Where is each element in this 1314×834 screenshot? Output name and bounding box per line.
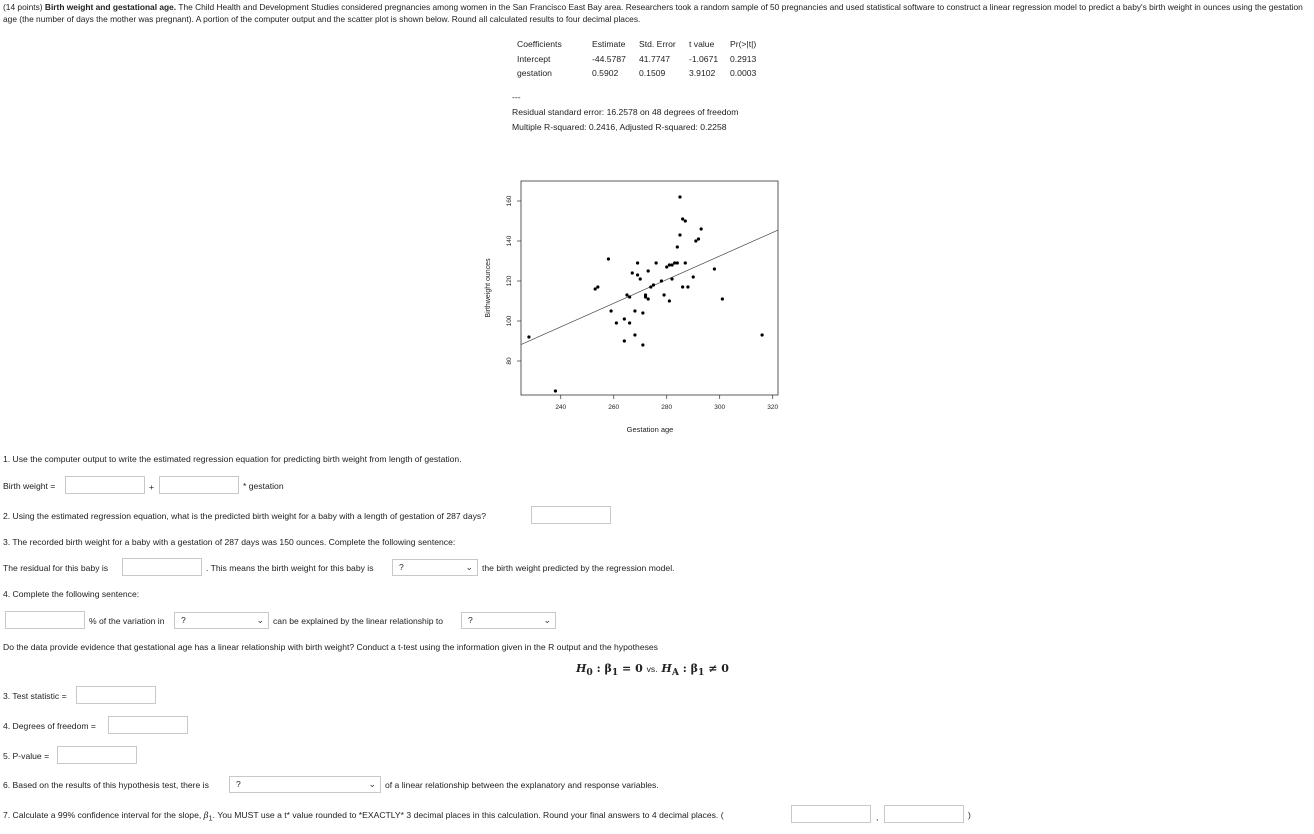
data-point (623, 317, 626, 320)
q6-prefix: 6. Based on the results of this hypothesis test, there is (3, 780, 209, 790)
ha-symbol: H (661, 662, 672, 675)
h0-beta: : β (596, 662, 612, 675)
output-separator: --- (512, 92, 521, 102)
data-point (623, 339, 626, 342)
plot-frame (521, 181, 778, 395)
explanatory-variable-select[interactable] (461, 612, 556, 629)
data-point (631, 271, 634, 274)
cell: 0.5902 (592, 68, 619, 79)
points-label: (14 points) (3, 2, 43, 12)
predicted-weight-input[interactable] (531, 506, 611, 524)
comparison-select[interactable] (392, 559, 478, 576)
data-point (636, 261, 639, 264)
y-tick-label: 120 (506, 275, 513, 287)
response-variable-select[interactable] (174, 612, 269, 629)
r-squared: Multiple R-squared: 0.2416, Adjusted R-squared: 0.2258 (512, 122, 727, 132)
data-point (625, 293, 628, 296)
data-point (641, 343, 644, 346)
data-point (700, 227, 703, 230)
p-value-label: 5. P-value = (3, 751, 50, 761)
ha-inequality: ≠ 0 (708, 662, 729, 675)
data-point (694, 239, 697, 242)
degrees-of-freedom-label: 4. Degrees of freedom = (3, 721, 96, 731)
data-points (527, 195, 763, 392)
regression-row-gestation (517, 66, 761, 81)
header-coefficients: Coefficients (517, 39, 562, 50)
q2-prompt: 2. Using the estimated regression equation, what is the predicted birth weight for a baby with a length of gestation of 287 days? (3, 511, 486, 521)
response-variable-select-value: ? (181, 615, 186, 625)
q3-prompt: 3. The recorded birth weight for a baby with a gestation of 287 days was 150 ounces. Complete the following sentence: (3, 537, 456, 547)
ci-lower-input[interactable] (791, 805, 871, 823)
data-point (684, 261, 687, 264)
data-point (649, 285, 652, 288)
x-tick-label: 320 (767, 404, 779, 411)
q7-rest: . You MUST use a t* value rounded to *EXACTLY* 3 decimal places in this calculation. Round your final answers to 4 decimal places. ( (212, 810, 724, 820)
data-point (639, 277, 642, 280)
y-axis (506, 195, 521, 364)
chevron-down-icon: ⌄ (256, 615, 264, 625)
data-point (628, 295, 631, 298)
data-point (665, 265, 668, 268)
data-point (713, 267, 716, 270)
data-point (527, 335, 530, 338)
problem-intro (3, 2, 1303, 25)
test-statistic-label: 3. Test statistic = (3, 691, 67, 701)
cell: 0.2913 (730, 53, 757, 64)
data-point (678, 195, 681, 198)
q1-suffix: * gestation (243, 481, 284, 491)
x-tick-label: 240 (555, 404, 567, 411)
residual-input[interactable] (122, 558, 202, 576)
header-estimate: Estimate (592, 39, 626, 50)
regression-row-intercept (517, 52, 761, 67)
cell: -1.0671 (689, 53, 719, 64)
cell: gestation (517, 68, 552, 79)
y-tick-label: 160 (506, 195, 513, 207)
scatter-plot (480, 176, 800, 438)
ci-comma: , (876, 812, 879, 822)
y-tick-label: 140 (506, 235, 513, 247)
q7-prompt (3, 810, 724, 823)
data-point (761, 333, 764, 336)
data-point (633, 309, 636, 312)
h0-symbol: H (576, 662, 587, 675)
data-point (662, 293, 665, 296)
q3-after-text: the birth weight predicted by the regression model. (482, 563, 675, 573)
chevron-down-icon: ⌄ (368, 779, 376, 789)
cell: 41.7747 (639, 53, 671, 64)
data-point (670, 263, 673, 266)
explanatory-variable-select-value: ? (468, 615, 473, 625)
hypotheses-vs: vs. (646, 664, 658, 674)
data-point (681, 217, 684, 220)
percent-input[interactable] (5, 611, 85, 629)
data-point (596, 285, 599, 288)
data-point (636, 273, 639, 276)
q3-means-text: . This means the birth weight for this baby is (206, 563, 374, 573)
evidence-select[interactable] (229, 776, 381, 793)
h0-equality: = 0 (622, 662, 643, 675)
degrees-of-freedom-input[interactable] (108, 716, 188, 734)
header-t-value: t value (689, 39, 715, 50)
ci-close-paren: ) (968, 810, 971, 820)
data-point (607, 257, 610, 260)
data-point (641, 311, 644, 314)
x-axis (555, 395, 778, 411)
q7-prefix: 7. Calculate a 99% confidence interval for the slope, (3, 810, 202, 820)
q4-pct-text: % of the variation in (89, 616, 165, 626)
x-tick-label: 300 (714, 404, 726, 411)
data-point (692, 275, 695, 278)
cell: Intercept (517, 53, 551, 64)
ci-upper-input[interactable] (884, 805, 964, 823)
problem-title: Birth weight and gestational age. (44, 2, 177, 12)
data-point (668, 299, 671, 302)
x-tick-label: 280 (661, 404, 673, 411)
q1-plus: + (149, 482, 155, 492)
residual-label: The residual for this baby is (3, 563, 109, 573)
ha-beta: : β (682, 662, 698, 675)
data-point (686, 285, 689, 288)
hypothesis-prompt: Do the data provide evidence that gestational age has a linear relationship with birth weight? Conduct a t-test using the information given in the R output and the hypotheses (3, 642, 658, 652)
data-point (628, 321, 631, 324)
ha-beta-sub: 1 (697, 667, 705, 679)
data-point (655, 261, 658, 264)
q7-beta-sub: 1 (208, 814, 213, 823)
x-axis-label: Gestation age (626, 425, 674, 434)
data-point (594, 287, 597, 290)
cell: 3.9102 (689, 68, 716, 79)
data-point (676, 245, 679, 248)
data-point (684, 219, 687, 222)
residual-standard-error: Residual standard error: 16.2578 on 48 degrees of freedom (512, 107, 739, 117)
y-tick-label: 100 (506, 315, 513, 327)
cell: 0.0003 (730, 68, 757, 79)
hypotheses-statement (576, 662, 729, 678)
data-point (681, 285, 684, 288)
q7-beta: β (203, 811, 209, 821)
q1-lhs: Birth weight = (3, 481, 56, 491)
data-point (647, 269, 650, 272)
data-point (721, 297, 724, 300)
data-point (670, 277, 673, 280)
data-point (652, 283, 655, 286)
ha-sub: A (671, 667, 679, 679)
chevron-down-icon: ⌄ (465, 562, 473, 572)
y-tick-label: 80 (506, 357, 513, 365)
header-p-value: Pr(>|t|) (730, 39, 757, 50)
q4-prompt: 4. Complete the following sentence: (3, 589, 140, 599)
comparison-select-value: ? (399, 562, 404, 572)
data-point (647, 297, 650, 300)
h0-sub: 0 (586, 667, 593, 679)
data-point (644, 295, 647, 298)
p-value-input[interactable] (57, 746, 137, 764)
data-point (554, 389, 557, 392)
data-point (609, 309, 612, 312)
cell: 0.1509 (639, 68, 666, 79)
evidence-select-value: ? (236, 779, 241, 789)
intercept-input[interactable] (65, 476, 145, 494)
y-axis-label: Birthweight ounces (485, 258, 492, 318)
data-point (633, 333, 636, 336)
test-statistic-input[interactable] (76, 686, 156, 704)
q4-mid-text: can be explained by the linear relationship to (273, 616, 444, 626)
regression-output-table (517, 37, 761, 81)
cell: -44.5787 (592, 53, 626, 64)
data-point (676, 261, 679, 264)
data-point (660, 279, 663, 282)
regression-header-row (517, 37, 761, 52)
data-point (678, 233, 681, 236)
x-tick-label: 260 (608, 404, 620, 411)
slope-input[interactable] (159, 476, 239, 494)
data-point (615, 321, 618, 324)
q1-prompt: 1. Use the computer output to write the estimated regression equation for predicting birth weight from length of gestation. (3, 454, 462, 464)
q6-suffix: of a linear relationship between the explanatory and response variables. (385, 780, 659, 790)
chevron-down-icon: ⌄ (543, 615, 551, 625)
problem-text: The Child Health and Development Studies considered pregnancies among women in the San Francisco East Bay area. Researchers took a random sample of 50 pregnancies and used statistical software to construct a linear regression model to predict a baby's birth weight in ounces using the gestation age (the number of days the mother was pregnant). A portion of the computer output and the scatter plot is shown below. Round all calculated results to four decimal places. (3, 2, 1303, 24)
data-point (697, 237, 700, 240)
h0-beta-sub: 1 (611, 667, 619, 679)
header-std-error: Std. Error (639, 39, 676, 50)
